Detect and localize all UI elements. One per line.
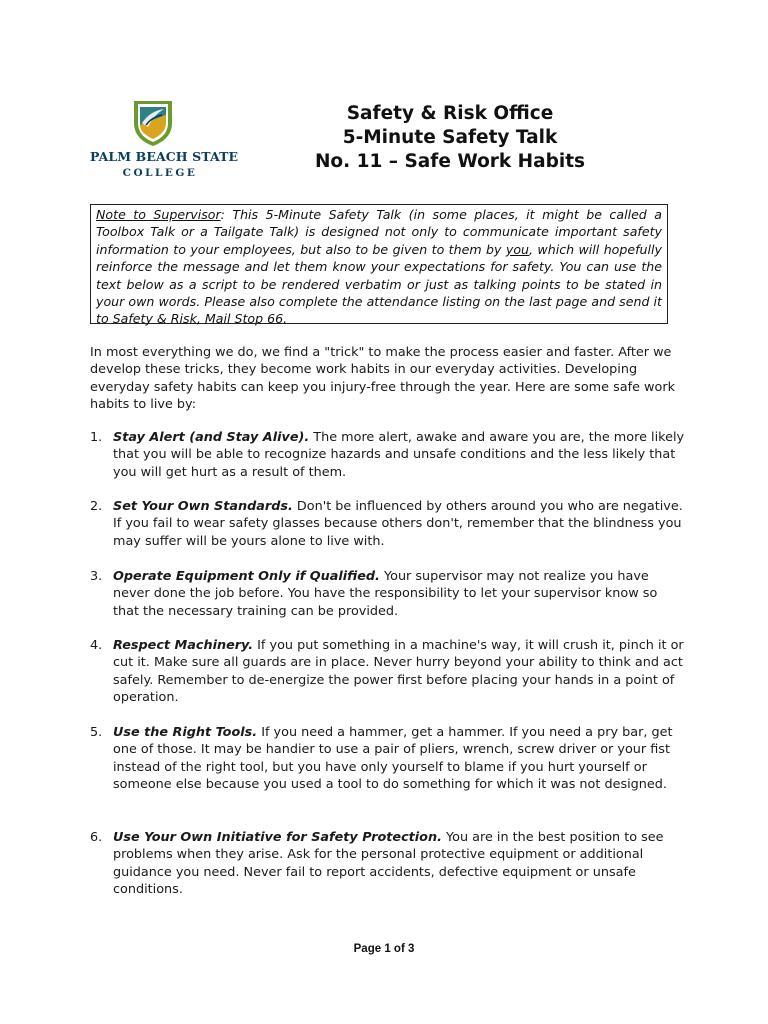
list-item-number: 2. [90,499,103,514]
document-title-block [285,102,615,174]
note-text-part2: , which will hopefully reinforce the message and let them know your expectations for safety. You can use the text below as a script to be rendered verbatim or just as talking points to be stated in your own words. Please also complete the attendance listing on the last page and send it to Safety & Risk, Mail Stop 66. [96,241,662,327]
list-item-heading: Set Your Own Standards. [113,499,293,514]
college-logo [90,95,239,185]
office-title: Safety & Risk Office [346,103,554,124]
list-item [90,568,685,620]
logo-text-secondary: COLLEGE [122,167,198,179]
list-item-text: If you put something in a machine's way, it will crush it, pinch it or cut it. Make sure all guards are in place. Never hurry beyond your ability to think and act safely. Remember to de-energize the power first before placing your hands in a point of operation. [113,638,684,706]
list-item-number: 4. [90,638,103,653]
list-item [90,637,685,707]
note-label: Note to Supervisor [96,207,221,222]
supervisor-note-box [90,204,668,327]
list-item [90,498,685,550]
list-item-heading: Operate Equipment Only if Qualified. [113,569,380,584]
list-item-text: Your supervisor may not realize you have never done the job before. You have the responsibility to let your supervisor know so that the necessary training can be provided. [113,569,658,619]
list-item-text: Don't be influenced by others around you who are negative. If you fail to wear safety glasses because others don't, remember that the blindness you may suffer will be yours alone to live with. [113,499,683,549]
list-item-number: 3. [90,569,103,584]
list-item-heading: Stay Alert (and Stay Alive). [113,430,310,445]
list-item-text: The more alert, awake and aware you are, the more likely that you will be able to recognize hazards and unsafe conditions and the less likely that you will get hurt as a result of them. [113,430,685,480]
list-item-number: 5. [90,725,103,740]
talk-number-title: No. 11 – Safe Work Habits [314,151,586,172]
list-item-number: 6. [90,830,103,845]
list-item [90,829,685,899]
shield-emblem-icon [128,95,178,147]
list-item [90,724,685,794]
list-item-heading: Use the Right Tools. [113,725,258,740]
note-text-part1: : This 5-Minute Safety Talk (in some places, it might be called a Toolbox Talk or a Tailgate Talk) is designed not only to communicate important safety information to your employees, but also to be given to them by [96,207,662,257]
logo-text-primary: PALM BEACH STATE [90,149,239,164]
list-item-heading: Respect Machinery. [113,638,254,653]
note-you-emphasis: you [505,241,530,257]
talk-title: 5-Minute Safety Talk [342,127,558,148]
list-item-number: 1. [90,430,103,445]
intro-paragraph: In most everything we do, we find a "trick" to make the process easier and faster. After we develop these tricks, they become work habits in our everyday activities. Developing everyday safety habits can keep you injury-free through the year. Here are some safe work habits to live by: [90,345,676,413]
list-item-text: You are in the best position to see problems when they arise. Ask for the personal protective equipment or additional guidance you need. Never fail to report accidents, defective equipment or unsafe conditions. [113,830,664,898]
list-item-text: If you need a hammer, get a hammer. If you need a pry bar, get one of those. It may be handier to use a pair of pliers, wrench, screw driver or your fist instead of the right tool, but you have only yourself to blame if you hurt yourself or someone else because you used a tool to do something for which it was not designed. [113,725,673,793]
list-item [90,429,685,481]
list-item-heading: Use Your Own Initiative for Safety Protection. [113,830,442,845]
page-number: Page 1 of 3 [353,943,415,955]
